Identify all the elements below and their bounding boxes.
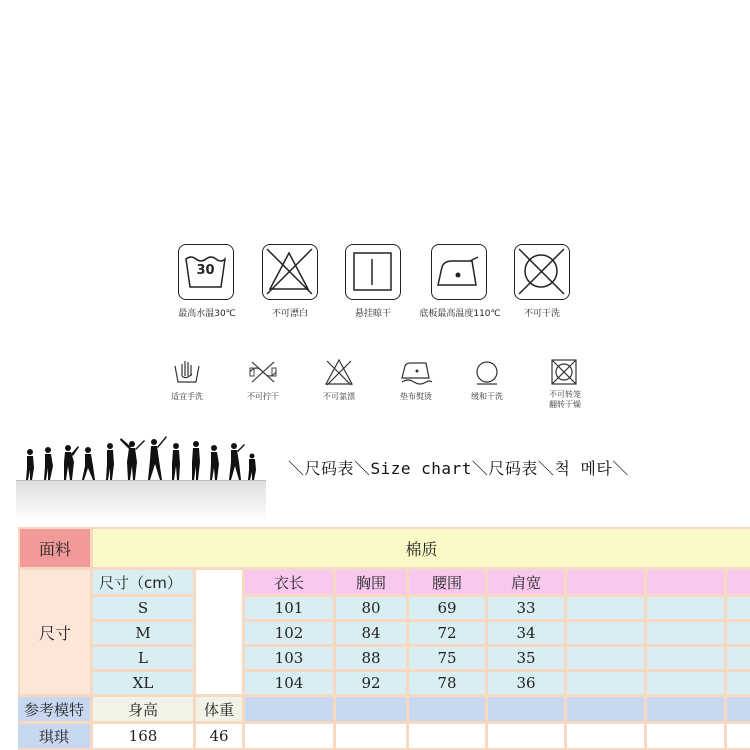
- size-label-cell: 尺寸: [20, 570, 90, 694]
- col-header-chest: 胸围: [336, 570, 406, 594]
- icon-label: 不可拧干: [247, 392, 279, 401]
- no-tumble-dry-icon: [514, 244, 570, 300]
- icon-label: 悬挂晾干: [354, 309, 391, 319]
- value-cell: 80: [336, 597, 406, 619]
- value-cell: 88: [336, 647, 406, 669]
- value-cell: 92: [336, 672, 406, 694]
- model-label-cell: 参考模特: [18, 697, 90, 721]
- fabric-label-cell: 面料: [20, 529, 90, 567]
- size-cell: L: [93, 647, 193, 669]
- value-cell: 101: [245, 597, 333, 619]
- wash-30-icon: 30: [178, 244, 234, 300]
- value-cell: 75: [409, 647, 485, 669]
- model-col-height: 身高: [93, 697, 193, 721]
- fabric-value-cell: 棉质: [93, 529, 750, 567]
- col-header-waist: 腰围: [409, 570, 485, 594]
- no-tumble-dry-2-icon: [550, 358, 578, 386]
- value-cell: 84: [336, 622, 406, 644]
- value-cell: 33: [488, 597, 564, 619]
- model-col-weight: 体重: [196, 697, 242, 721]
- size-cell: S: [93, 597, 193, 619]
- icon-label: 适宜手洗: [171, 392, 203, 401]
- col-header-shoulder: 肩宽: [488, 570, 564, 594]
- no-bleach-icon: [262, 244, 318, 300]
- value-cell: 34: [488, 622, 564, 644]
- model-height-cell: 168: [93, 724, 193, 748]
- model-weight-cell: 46: [196, 724, 242, 748]
- value-cell: 69: [409, 597, 485, 619]
- hand-wash-icon: [172, 356, 202, 386]
- blank-merged-cell: [196, 570, 242, 694]
- size-chart-title: ＼尺码表＼Size chart＼尺码表＼척 메타＼: [288, 459, 629, 478]
- no-chlorine-bleach-icon: [324, 358, 354, 386]
- value-cell: 78: [409, 672, 485, 694]
- icon-label: 缓和干洗: [471, 392, 503, 401]
- iron-with-cloth-icon: [400, 360, 434, 386]
- value-cell: 35: [488, 647, 564, 669]
- dancers-silhouette-image: [16, 432, 266, 528]
- model-name-cell: 琪琪: [18, 724, 90, 748]
- no-wring-icon: [248, 360, 278, 384]
- icon-label: 垫布熨烫: [400, 392, 432, 401]
- icon-label: 最高水温30℃: [178, 309, 236, 319]
- value-cell: 72: [409, 622, 485, 644]
- hang-dry-icon: [345, 244, 401, 300]
- gentle-dry-icon: [474, 360, 500, 386]
- size-cell: XL: [93, 672, 193, 694]
- icon-label: 不可转笼 翻转干燥: [549, 390, 581, 409]
- value-cell: 104: [245, 672, 333, 694]
- value-cell: 103: [245, 647, 333, 669]
- size-header-cell: 尺寸（cm）: [93, 570, 193, 594]
- iron-medium-icon: [431, 244, 487, 300]
- size-cell: M: [93, 622, 193, 644]
- icon-label: 底板最高温度110℃: [419, 309, 501, 319]
- icon-label: 不可干洗: [523, 309, 560, 319]
- icon-label: 不可漂白: [271, 309, 308, 319]
- icon-label: 不可氯漂: [323, 392, 355, 401]
- col-header-length: 衣长: [245, 570, 333, 594]
- value-cell: 102: [245, 622, 333, 644]
- value-cell: 36: [488, 672, 564, 694]
